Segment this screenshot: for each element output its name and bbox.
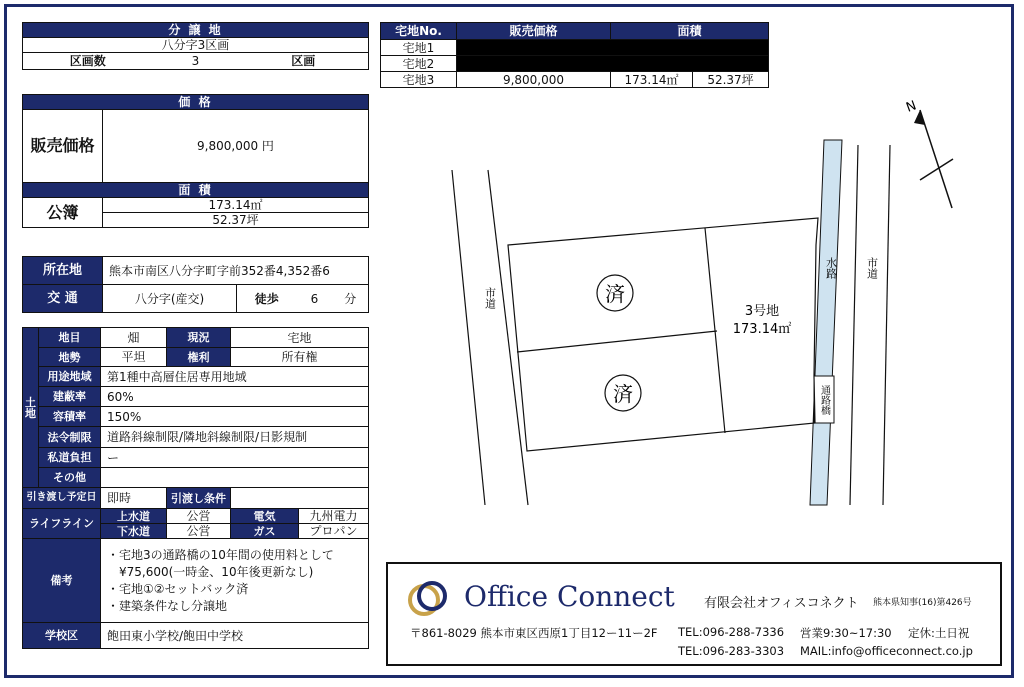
walk-label: 徒歩	[237, 285, 297, 313]
handover-label: 引き渡し予定日	[23, 488, 101, 509]
price-label: 販売価格	[23, 110, 103, 183]
company-logo-icon	[406, 578, 452, 618]
handover-cond-label: 引渡し条件	[167, 488, 231, 509]
hourei-value: 道路斜線制限/隣地斜線制限/日影規制	[101, 427, 369, 448]
elec-label: 電気	[231, 509, 299, 524]
bridge-label: 通路橋	[818, 385, 830, 415]
location-table	[22, 256, 369, 313]
shidou-label: 私道負担	[39, 448, 101, 468]
chisei-label: 地勢	[39, 348, 101, 367]
north-label: N	[904, 98, 919, 116]
lot2-no: 宅地2	[381, 56, 457, 72]
company-address: 〒861-8029 熊本市東区西原1丁目12ー11ー2F	[410, 626, 658, 640]
lifeline-label: ライフライン	[23, 509, 101, 539]
location-label: 所在地	[23, 257, 103, 285]
company-box	[386, 562, 1002, 666]
elec-value: 九州電力	[299, 509, 369, 524]
other-value	[101, 468, 369, 488]
price-area-table	[22, 94, 369, 228]
lot-count: 3	[153, 53, 239, 70]
lot1-sold-text: 済	[605, 282, 625, 306]
water-label: 上水道	[101, 509, 167, 524]
kenpei-label: 建蔽率	[39, 387, 101, 407]
kenri-label: 権利	[167, 348, 231, 367]
transport-station: 八分字(産交)	[103, 285, 237, 313]
left-road-edge-2	[488, 170, 528, 505]
lot2-sold-text: 済	[613, 382, 633, 406]
gas-value: プロパン	[299, 524, 369, 539]
lot-divider-2	[705, 228, 725, 433]
company-hours: 営業9:30~17:30	[800, 626, 892, 640]
area-sqm: 173.14㎡	[103, 198, 369, 213]
company-mail[interactable]: MAIL:info@officeconnect.co.jp	[800, 644, 973, 658]
company-holiday: 定休:土日祝	[908, 626, 970, 640]
gas-label: ガス	[231, 524, 299, 539]
lot-count-unit: 区画	[239, 53, 369, 70]
water-value: 公営	[167, 509, 231, 524]
sewer-value: 公営	[167, 524, 231, 539]
notes-label: 備考	[23, 539, 101, 623]
school-label: 学校区	[23, 623, 101, 649]
walk-minutes: 6	[297, 285, 333, 313]
youseki-label: 容積率	[39, 407, 101, 427]
note-line-2: ¥75,600(一時金、10年後更新なし)	[119, 564, 314, 579]
area-tsubo: 52.37坪	[103, 213, 369, 228]
table-row	[381, 56, 769, 72]
table-row	[381, 40, 769, 56]
area-label: 公簿	[23, 198, 103, 228]
kenpei-value: 60%	[101, 387, 369, 407]
lots-header-price: 販売価格	[457, 23, 611, 40]
hourei-label: 法令制限	[39, 427, 101, 448]
shidou-value: ー	[101, 448, 369, 468]
lot3-name: 3号地	[744, 304, 780, 319]
walk-minutes-unit: 分	[333, 285, 369, 313]
price-value: 9,800,000 円	[103, 110, 369, 183]
location-value: 熊本市南区八分字町字前352番4,352番6	[103, 257, 369, 285]
land-side-label: 土地	[23, 328, 39, 488]
lots-table	[380, 22, 769, 88]
lot3-sqm: 173.14㎡	[611, 72, 693, 88]
lot3-tsubo: 52.37坪	[693, 72, 769, 88]
handover-cond-value	[231, 488, 369, 509]
kenri-value: 所有権	[231, 348, 369, 367]
company-license: 熊本県知事(16)第426号	[873, 598, 972, 608]
handover-value: 即時	[101, 488, 167, 509]
lot1-no: 宅地1	[381, 40, 457, 56]
notes-body	[101, 539, 369, 623]
left-road-label: 市道	[483, 287, 497, 309]
waterway-label: 水路	[824, 257, 838, 279]
youseki-value: 150%	[101, 407, 369, 427]
chimoku-label: 地目	[39, 328, 101, 348]
lot3-no: 宅地3	[381, 72, 457, 88]
north-arrow-icon	[904, 98, 953, 208]
table-row	[381, 72, 769, 88]
company-name: 有限会社オフィスコネクト	[704, 596, 859, 611]
subdivision-table	[22, 22, 369, 70]
right-road-edge-2	[883, 145, 890, 505]
right-road-label: 市道	[865, 257, 879, 279]
area-header: 面 積	[23, 183, 369, 198]
lot-count-label: 区画数	[23, 53, 153, 70]
note-line-1: ・宅地3の通路橋の10年間の使用料として	[107, 547, 334, 562]
lot-divider-1	[517, 331, 717, 352]
lot3-price: 9,800,000	[457, 72, 611, 88]
youto-label: 用途地域	[39, 367, 101, 387]
land-table	[22, 327, 369, 649]
other-label: その他	[39, 468, 101, 488]
lot2-redacted	[457, 56, 769, 72]
genkyo-label: 現況	[167, 328, 231, 348]
youto-value: 第1種中高層住居専用地域	[101, 367, 369, 387]
chimoku-value: 畑	[101, 328, 167, 348]
price-header: 価 格	[23, 95, 369, 110]
note-line-3: ・宅地①②セットバック済	[107, 581, 249, 596]
sewer-label: 下水道	[101, 524, 167, 539]
right-road-edge-1	[850, 145, 858, 505]
transport-label: 交 通	[23, 285, 103, 313]
left-road-edge-1	[452, 170, 485, 505]
site-map	[380, 95, 1000, 515]
subdivision-name: 八分字3区画	[23, 38, 369, 53]
subdivision-title: 分 譲 地	[23, 23, 369, 38]
company-brand: Office Connect	[464, 580, 675, 613]
lots-header-no: 宅地No.	[381, 23, 457, 40]
company-tel1: TEL:096-288-7336	[678, 625, 785, 639]
lot3-area: 173.14㎡	[732, 322, 792, 337]
lot2-sold-mark	[605, 375, 641, 411]
genkyo-value: 宅地	[231, 328, 369, 348]
school-value: 飽田東小学校/飽田中学校	[101, 623, 369, 649]
lot1-redacted	[457, 40, 769, 56]
lots-header-area: 面積	[611, 23, 769, 40]
note-line-4: ・建築条件なし分譲地	[107, 598, 228, 613]
lot1-sold-mark	[597, 275, 633, 311]
company-tel2: TEL:096-283-3303	[678, 644, 785, 658]
chisei-value: 平坦	[101, 348, 167, 367]
